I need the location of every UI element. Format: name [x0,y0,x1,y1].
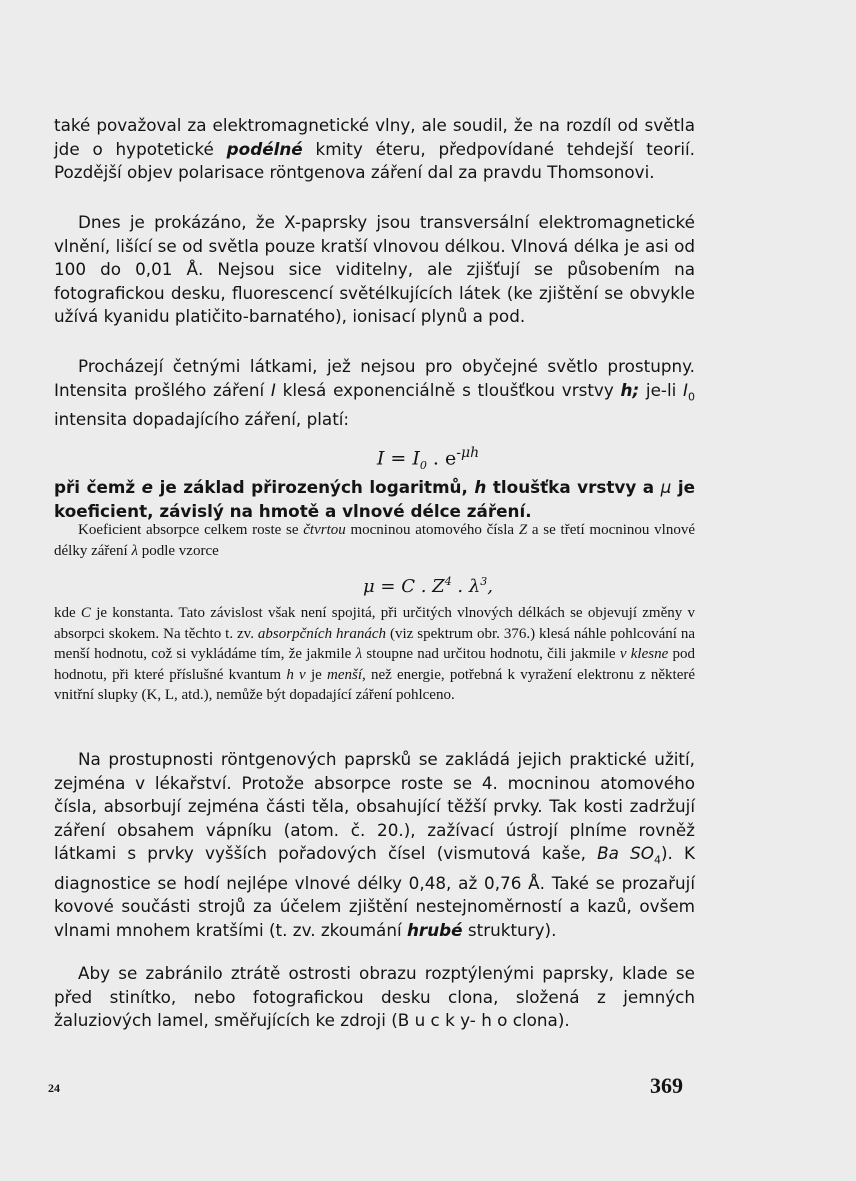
variable-h: h; [620,379,640,400]
italic-term: klesne [626,646,669,662]
text-run: podle vzorce [137,542,219,559]
formula-tail: , [487,576,493,597]
italic-term: absorpčních hranách [257,625,387,642]
italic-term: hrubé [406,919,463,940]
text-run: ). K diagnostice se hodí nejlépe vlnové délky 0,48, až 0,76 Å. Také se prozařují kovové součásti strojů za účelem zjištění nestejnoměrností a kazů, ovšem vlnami mnohem kratšími (t. zv. zkoumání [54,843,695,940]
text-run: kmity éteru, předpovídané tehdejší teorií. Pozdější objev polarisace röntgenova záření dal za pravdu Thomsonovi. [54,138,695,182]
formula-rhs: C . Z [401,576,445,597]
formula-lhs: I [376,447,385,470]
paragraph-logarithm [54,476,695,523]
variable-h-nu: h ν [286,666,306,683]
text-run: také považoval za elektromagnetické vlny, ale soudil, že na rozdíl od světla jde o hypotetické [54,115,695,159]
subscript: 0 [688,389,695,403]
variable-C: C [80,605,91,621]
variable-Z: Z [518,522,528,538]
text-run: je konstanta. Tato závislost však není spojitá, při určitých vlnových délkách se objevují změny v absorpci skokem. Na těchto t. zv. [54,605,695,642]
formula-lhs: μ [363,576,375,597]
paragraph-medical-use [54,748,695,942]
paragraph-bucky-grid: Aby se zabránilo ztrátě ostrosti obrazu rozptýlenými paprsky, klade se před stinítko, nebo fotografickou desku clona, složená z jemných žaluziových lamel, směřujících ke zdroji (B u c k y- h o clona). [54,963,695,1030]
page-number: 369 [650,1073,683,1098]
text-run: Koeficient absorpce celkem roste se [78,522,304,538]
text-run: mocninou atomového čísla [345,522,519,538]
text-run: (viz spektrum obr. 376.) klesá náhle pohlcování na menší hodnotu, což si vykládáme tím, že jakmile [54,625,696,662]
text-run: tloušťka vrstvy a [486,477,661,497]
text-run: stoupne nad určitou hodnotu, čili jakmile [362,646,620,662]
text-run: je [305,666,327,683]
text-run: než energie, potřebná k vyražení elektronu z některé vnitřní slupky (K, L, atd.), nemůže být dopadající záření pohlceno. [54,666,696,703]
variable-e: e [141,477,154,497]
variable-mu: μ [660,477,672,497]
text-run: Na prostupnosti röntgenových paprsků se zakládá jejich praktické užití, zejména v lékařství. Protože absorpce roste se 4. mocninou atomového čísla, absorbují zejména části těla, obsahující těžší prvky. Tak kosti zadržují záření obsahem vápníku (atom. č. 20.), zažívací ústrojí plníme rovněž látkami s prvky vyšších pořadových čísel (vismutová kaše, [54,749,695,863]
italic-term: čtvrtou [303,522,346,538]
variable-I: I [270,379,276,400]
variable-nu: ν [619,646,627,662]
formula-subscript: 0 [419,459,427,473]
paragraph-intensity [54,355,695,432]
formula-exponent: -μh [456,445,480,461]
formula-eq: = [384,447,413,470]
paragraph-thomson [54,114,695,185]
variable-I0: I [683,379,688,400]
italic-term: menší, [327,666,366,683]
subscript: 4 [653,853,661,867]
variable-h: h [474,477,487,497]
formula-exponent: 3 [480,575,488,588]
formula-lambda: . λ [451,576,481,597]
formula-exponent: 4 [444,575,452,588]
formula-attenuation [0,440,856,479]
text-run: je-li [639,379,684,400]
text-run: intensita dopadajícího záření, platí: [54,409,350,430]
printer-signature: 24 [48,1081,60,1095]
text-run: struktury). [462,919,557,940]
formula-e: . e [426,447,457,470]
text-run: je základ přirozených logaritmů, [153,477,475,497]
formula-absorption [0,570,856,599]
chemical-formula: Ba SO [597,843,654,863]
text-run: a se třetí mocninou vlnové délky záření [54,522,695,559]
variable-lambda: λ [131,542,138,559]
formula-base: I [412,447,420,470]
formula-eq: = [374,576,402,597]
italic-term: podélné [226,138,303,159]
text-run: pod hodnotu, při které příslušné kvantum [54,646,696,683]
paragraph-absorption-coefficient [54,520,695,561]
paragraph-absorption-edges [54,603,695,706]
paragraph-x-rays: Dnes je prokázáno, že X-paprsky jsou transversální elektromagnetické vlnění, lišící se od světla pouze kratší vlnovou délkou. Vlnová délka je asi od 100 do 0,01 Å. Nejsou sice viditelny, ale zjišťují se působením na fotografickou desku, fluorescencí světélkujících látek (ke zjištění se obvykle užívá kyanidu platičito-barnatého), ionisací plynů a pod. [54,212,695,326]
text-run: kde [54,605,81,621]
text-run: klesá exponenciálně s tloušťkou vrstvy [275,379,621,400]
text-run: je koeficient, závislý na hmotě a vlnové délce záření. [54,477,696,521]
text-run: Procházejí četnými látkami, jež nejsou pro obyčejné světlo prostupny. Intensita prošlého záření [54,356,695,400]
variable-lambda: λ [355,646,363,662]
text-run: při čemž [54,477,142,497]
